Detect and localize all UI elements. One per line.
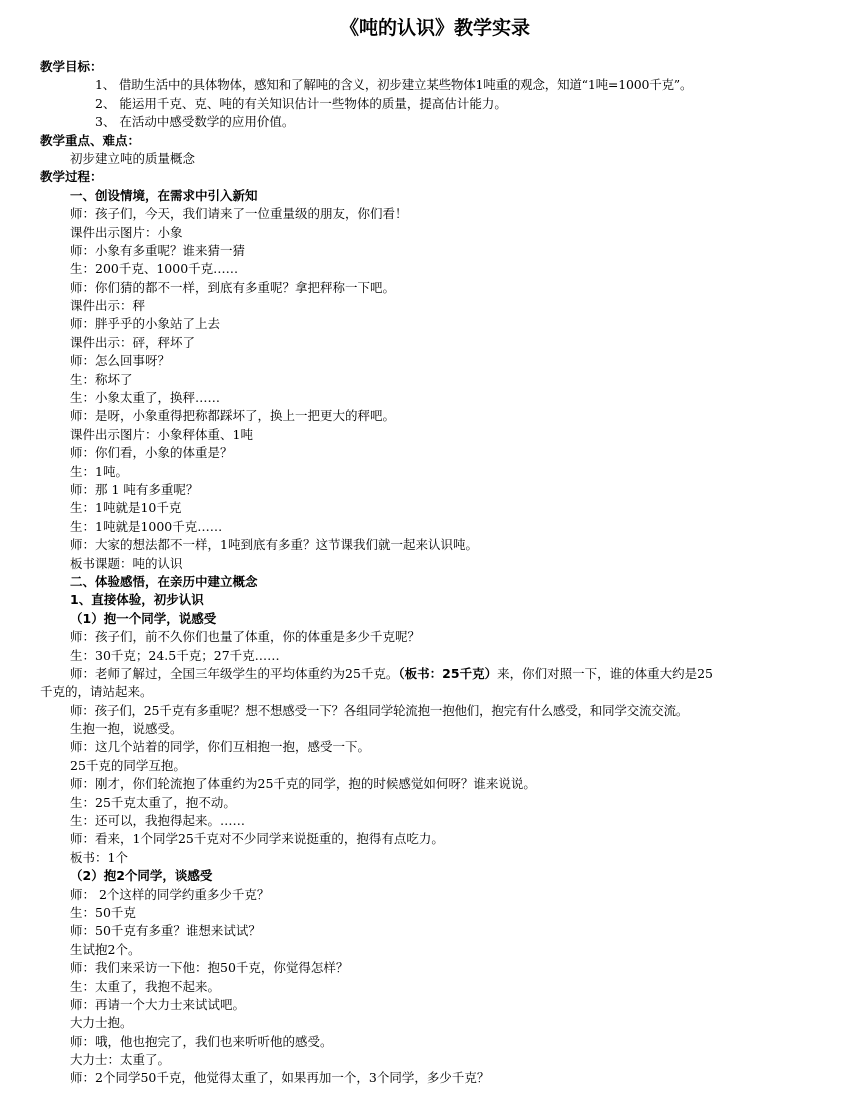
dialogue-line-continued: 千克的，请站起来。: [40, 684, 153, 700]
dialogue-line: 生：太重了，我抱不起来。: [70, 978, 221, 994]
dialogue-line: 师：这几个站着的同学，你们互相抱一抱，感受一下。: [70, 739, 371, 755]
dialogue-line: 大力士：太重了。: [70, 1052, 171, 1068]
goal-item: 2、 能运用千克、克、吨的有关知识估计一些物体的质量，提高估计能力。: [95, 95, 507, 111]
keypoints-heading: 教学重点、难点：: [40, 132, 141, 148]
dialogue-line: 师：怎么回事呀？: [70, 353, 171, 369]
dialogue-line: 师：孩子们，25千克有多重呢？想不想感受一下？各组同学轮流抱一抱他们，抱完有什么感受，和同学交流交流。: [70, 702, 689, 718]
dialogue-line: 生：1吨就是10千克: [70, 500, 182, 516]
goals-heading: 教学目标：: [40, 59, 103, 74]
dialogue-line: 课件出示图片：小象秤体重、1吨: [70, 426, 253, 442]
section-heading: 二、体验感悟，在亲历中建立概念: [70, 573, 258, 589]
dialogue-line: 师：我们来采访一下他：抱50千克，你觉得怎样？: [70, 960, 349, 976]
dialogue-line: 师：胖乎乎的小象站了上去: [70, 316, 221, 332]
part-heading: （1）抱一个同学，说感受: [70, 610, 217, 626]
dialogue-text: 师：老师了解过，全国三年级学生的平均体重约为25千克。: [70, 665, 399, 681]
process-heading: 教学过程：: [40, 169, 103, 185]
dialogue-line: 师：刚才，你们轮流抱了体重约为25千克的同学，抱的时候感觉如何呀？谁来说说。: [70, 776, 536, 792]
dialogue-line: 课件出示：秤: [70, 298, 146, 314]
dialogue-line: 师：2个同学50千克，他觉得太重了，如果再加一个，3个同学，多少千克？: [70, 1070, 490, 1086]
dialogue-line: 师：那 1 吨有多重呢？: [70, 481, 199, 497]
dialogue-line: 板书：1个: [70, 849, 128, 865]
document-page: [40, 14, 830, 1088]
goal-item: 1、 借助生活中的具体物体，感知和了解吨的含义，初步建立某些物体1吨重的观念，知道“1吨=1000千克”。: [95, 77, 693, 93]
page-title: 《吨的认识》教学实录: [339, 17, 530, 39]
dialogue-line: 师：50千克有多重？谁想来试试？: [70, 923, 261, 939]
dialogue-line: 生：小象太重了，换秤……: [70, 390, 221, 406]
dialogue-line: 大力士抱。: [70, 1015, 133, 1031]
dialogue-line-long: [40, 665, 830, 683]
dialogue-line: 生抱一抱，说感受。: [70, 721, 183, 737]
dialogue-line: 师：你们看，小象的体重是？: [70, 445, 233, 461]
dialogue-line: 师：看来，1个同学25千克对不少同学来说挺重的，抱得有点吃力。: [70, 831, 444, 847]
board-note: （板书：25千克）: [398, 665, 498, 681]
dialogue-line: 师：你们猜的都不一样，到底有多重呢？拿把秤称一下吧。: [70, 279, 396, 295]
dialogue-line: 课件出示：砰，秤坏了: [70, 334, 196, 350]
dialogue-line: 生：50千克: [70, 904, 136, 920]
dialogue-line: 课件出示图片：小象: [70, 224, 183, 240]
dialogue-line: 师：孩子们，今天，我们请来了一位重量级的朋友，你们看！: [70, 206, 408, 222]
dialogue-line: 生：200千克、1000千克……: [70, 261, 239, 277]
dialogue-text: 来，你们对照一下，谁的体重大约是25: [497, 665, 713, 681]
dialogue-line: 师： 2个这样的同学约重多少千克？: [70, 886, 270, 902]
dialogue-line: 师：再请一个大力士来试试吧。: [70, 996, 246, 1012]
dialogue-line: 板书课题：吨的认识: [70, 555, 183, 571]
dialogue-line: 生：1吨。: [70, 463, 128, 479]
dialogue-line: 生：25千克太重了，抱不动。: [70, 794, 236, 810]
dialogue-line: 生：30千克；24.5千克；27千克……: [70, 647, 280, 663]
dialogue-line: 师：是呀，小象重得把称都踩坏了，换上一把更大的秤吧。: [70, 408, 396, 424]
dialogue-line: 生：称坏了: [70, 371, 133, 387]
goal-item: 3、 在活动中感受数学的应用价值。: [95, 114, 295, 130]
part-heading: （2）抱2个同学，谈感受: [70, 868, 213, 884]
dialogue-line: 生试抱2个。: [70, 941, 141, 957]
keypoints-text: 初步建立吨的质量概念: [70, 150, 196, 166]
dialogue-line: 25千克的同学互抱。: [70, 757, 186, 773]
dialogue-line: 师：哦，他也抱完了，我们也来听听他的感受。: [70, 1033, 333, 1049]
dialogue-line: 师：小象有多重呢？谁来猜一猜: [70, 242, 246, 258]
section-heading: 一、创设情境，在需求中引入新知: [70, 187, 258, 203]
subsection-heading: 1、直接体验，初步认识: [70, 592, 204, 608]
dialogue-line: 生：还可以，我抱得起来。……: [70, 813, 246, 829]
dialogue-line: 师：大家的想法都不一样，1吨到底有多重？这节课我们就一起来认识吨。: [70, 537, 478, 553]
dialogue-line: 生：1吨就是1000千克……: [70, 518, 223, 534]
dialogue-line: 师：孩子们，前不久你们也量了体重，你的体重是多少千克呢？: [70, 629, 421, 645]
